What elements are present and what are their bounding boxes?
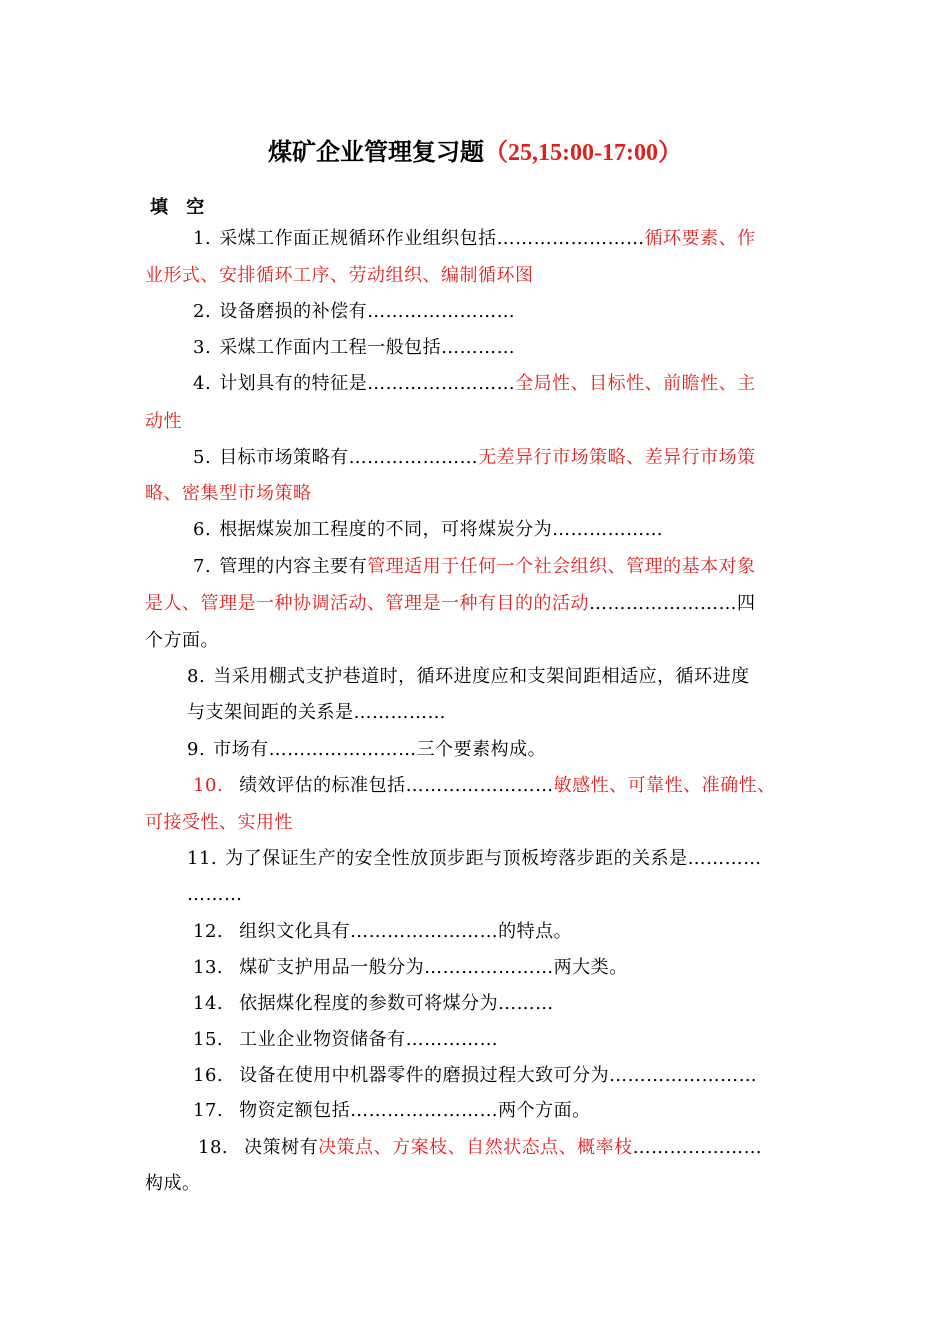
question-line <box>145 264 534 288</box>
question-line <box>187 847 762 871</box>
answer-text: 略、密集型市场策略 <box>145 483 312 504</box>
question-number: 2. <box>193 301 212 322</box>
answer-text: 动性 <box>145 411 182 432</box>
question-text-tail: ………………… <box>632 1137 763 1158</box>
question-number: 18. <box>198 1137 229 1158</box>
question-text: 采煤工作面内工程一般包括………… <box>219 337 516 358</box>
question-number: 14. <box>193 993 224 1014</box>
question-line <box>187 701 446 725</box>
question-text: 目标市场策略有………………… <box>219 447 479 468</box>
question-text: 采煤工作面正规循环作业组织包括…………………… <box>219 228 645 249</box>
question-line <box>193 446 756 470</box>
page-title <box>0 132 950 167</box>
question-number: 10. <box>193 775 224 796</box>
question-line <box>145 629 219 653</box>
answer-text: 无差异行市场策略、差异行市场策 <box>478 447 756 468</box>
question-line <box>145 410 182 434</box>
question-line <box>193 372 756 396</box>
answer-text: 敏感性、可靠性、准确性、 <box>553 775 776 796</box>
question-line <box>193 336 515 360</box>
question-text: 当采用棚式支护巷道时，循环进度应和支架间距相适应，循环进度 <box>213 666 750 687</box>
question-number: 6. <box>193 519 212 540</box>
question-text: 物资定额包括……………………两个方面。 <box>239 1100 591 1121</box>
question-text: 工业企业物资储备有…………… <box>239 1029 499 1050</box>
question-text: 依据煤化程度的参数可将煤分为……… <box>239 993 554 1014</box>
question-line <box>193 1099 591 1123</box>
question-text: 计划具有的特征是…………………… <box>219 373 516 394</box>
question-number: 7. <box>193 556 212 577</box>
question-line <box>187 665 750 689</box>
question-number: 4. <box>193 373 212 394</box>
question-line <box>193 555 756 579</box>
question-line <box>187 738 546 762</box>
question-number: 5. <box>193 447 212 468</box>
question-number: 12. <box>193 921 224 942</box>
question-text: 为了保证生产的安全性放顶步距与顶板垮落步距的关系是………… <box>225 848 762 869</box>
question-text: 根据煤炭加工程度的不同，可将煤炭分为……………… <box>219 519 664 540</box>
question-text: 煤矿支护用品一般分为…………………两大类。 <box>239 957 628 978</box>
question-line <box>193 1028 498 1052</box>
answer-text: 循环要素、作 <box>644 228 756 249</box>
question-line <box>193 920 572 944</box>
question-number: 13. <box>193 957 224 978</box>
title-main: 煤矿企业管理复习题 <box>268 138 484 166</box>
question-line <box>193 956 628 980</box>
question-line <box>193 300 515 324</box>
question-line <box>145 811 293 835</box>
question-number: 16. <box>193 1065 224 1086</box>
question-text: 管理的内容主要有 <box>219 556 368 577</box>
question-number: 17. <box>193 1100 224 1121</box>
question-number: 9. <box>187 739 206 760</box>
question-line <box>193 518 663 542</box>
answer-text: 业形式、安排循环工序、劳动组织、编制循环图 <box>145 265 534 286</box>
question-number: 1. <box>193 228 212 249</box>
question-text: ……… <box>187 884 243 905</box>
answer-text: 可接受性、实用性 <box>145 812 293 833</box>
question-line <box>145 482 312 506</box>
answer-text: 是人、管理是一种协调活动、管理是一种有目的的活动 <box>145 593 589 614</box>
section-heading: 填 空 <box>150 197 211 218</box>
question-text: 设备在使用中机器零件的磨损过程大致可分为…………………… <box>239 1065 758 1086</box>
question-text: 绩效评估的标准包括…………………… <box>239 775 554 796</box>
question-line <box>193 227 756 251</box>
question-text: 组织文化具有……………………的特点。 <box>239 921 573 942</box>
answer-text: 全局性、目标性、前瞻性、主 <box>515 373 756 394</box>
question-number: 11. <box>187 848 218 869</box>
question-text: 市场有……………………三个要素构成。 <box>213 739 547 760</box>
question-text: 个方面。 <box>145 630 219 651</box>
question-line <box>193 774 776 798</box>
question-line <box>187 883 243 907</box>
question-line <box>198 1136 762 1160</box>
title-time: （25,15:00-17:00） <box>484 140 682 166</box>
question-number: 15. <box>193 1029 224 1050</box>
question-text: 构成。 <box>145 1173 201 1194</box>
question-line <box>145 592 756 616</box>
answer-text: 决策点、方案枝、自然状态点、概率枝 <box>318 1137 633 1158</box>
question-text: 与支架间距的关系是…………… <box>187 702 446 723</box>
question-line <box>193 1064 757 1088</box>
question-number: 3. <box>193 337 212 358</box>
question-number: 8. <box>187 666 206 687</box>
question-text-tail: ……………………四 <box>589 593 756 614</box>
answer-text: 管理适用于任何一个社会组织、管理的基本对象 <box>367 556 756 577</box>
question-line <box>193 992 554 1016</box>
question-text: 设备磨损的补偿有…………………… <box>219 301 516 322</box>
question-line <box>145 1172 201 1196</box>
question-text: 决策树有 <box>244 1137 319 1158</box>
